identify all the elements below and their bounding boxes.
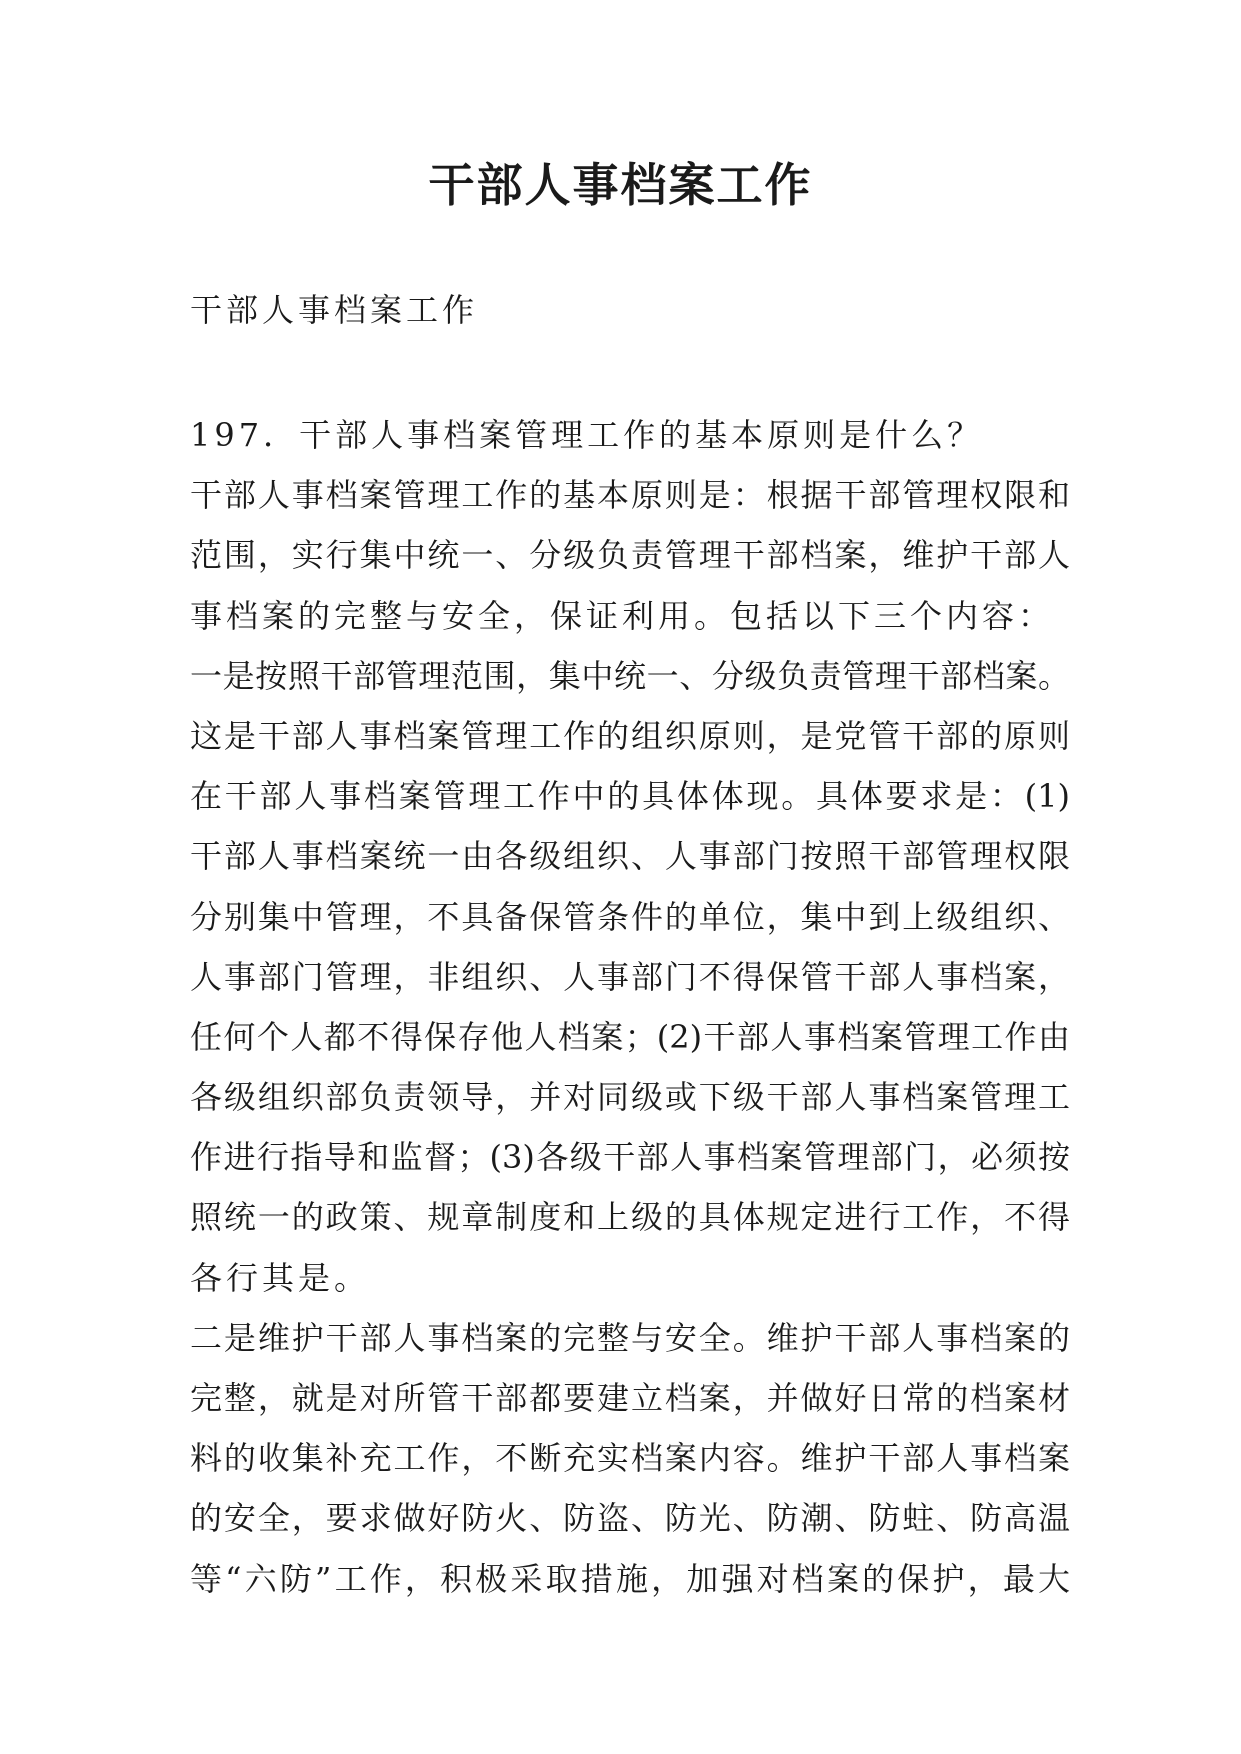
text-line: 分别集中管理，不具备保管条件的单位，集中到上级组织、 (190, 897, 1070, 936)
text-line: 干部人事档案管理工作的基本原则是：根据干部管理权限和 (190, 476, 1070, 515)
text-line: 各行其是。 (190, 1258, 371, 1297)
text-line: 等“六防”工作，积极采取措施，加强对档案的保护，最大 (190, 1559, 1070, 1598)
text-line: 作进行指导和监督；(3)各级干部人事档案管理部门，必须按 (190, 1138, 1070, 1177)
text-line: 任何个人都不得保存他人档案；(2)干部人事档案管理工作由 (190, 1017, 1070, 1056)
text-line: 二是维护干部人事档案的完整与安全。维护干部人事档案的 (190, 1318, 1070, 1357)
text-line-question: 197．干部人事档案管理工作的基本原则是什么？ (190, 416, 984, 454)
text-line: 各级组织部负责领导，并对同级或下级干部人事档案管理工 (190, 1078, 1070, 1117)
document-body (190, 405, 1070, 1609)
text-line: 事档案的完整与安全，保证利用。包括以下三个内容： (190, 596, 1055, 635)
text-line: 范围，实行集中统一、分级负责管理干部档案，维护干部人 (190, 536, 1070, 575)
text-line: 人事部门管理，非组织、人事部门不得保管干部人事档案， (190, 957, 1070, 996)
document-subtitle: 干部人事档案工作 (190, 291, 479, 329)
text-line: 的安全，要求做好防火、防盗、防光、防潮、防蛀、防高温 (190, 1499, 1070, 1538)
document-title: 干部人事档案工作 (428, 158, 813, 212)
text-line: 完整，就是对所管干部都要建立档案，并做好日常的档案材 (190, 1379, 1070, 1417)
text-line: 这是干部人事档案管理工作的组织原则，是党管干部的原则 (190, 716, 1070, 755)
text-line: 一是按照干部管理范围，集中统一、分级负责管理干部档案。 (190, 656, 1070, 695)
text-line: 照统一的政策、规章制度和上级的具体规定进行工作，不得 (190, 1198, 1070, 1237)
text-line: 料的收集补充工作，不断充实档案内容。维护干部人事档案 (190, 1439, 1070, 1478)
text-line: 在干部人事档案管理工作中的具体体现。具体要求是：(1) (190, 777, 1070, 816)
text-line: 干部人事档案统一由各级组织、人事部门按照干部管理权限 (190, 837, 1070, 876)
